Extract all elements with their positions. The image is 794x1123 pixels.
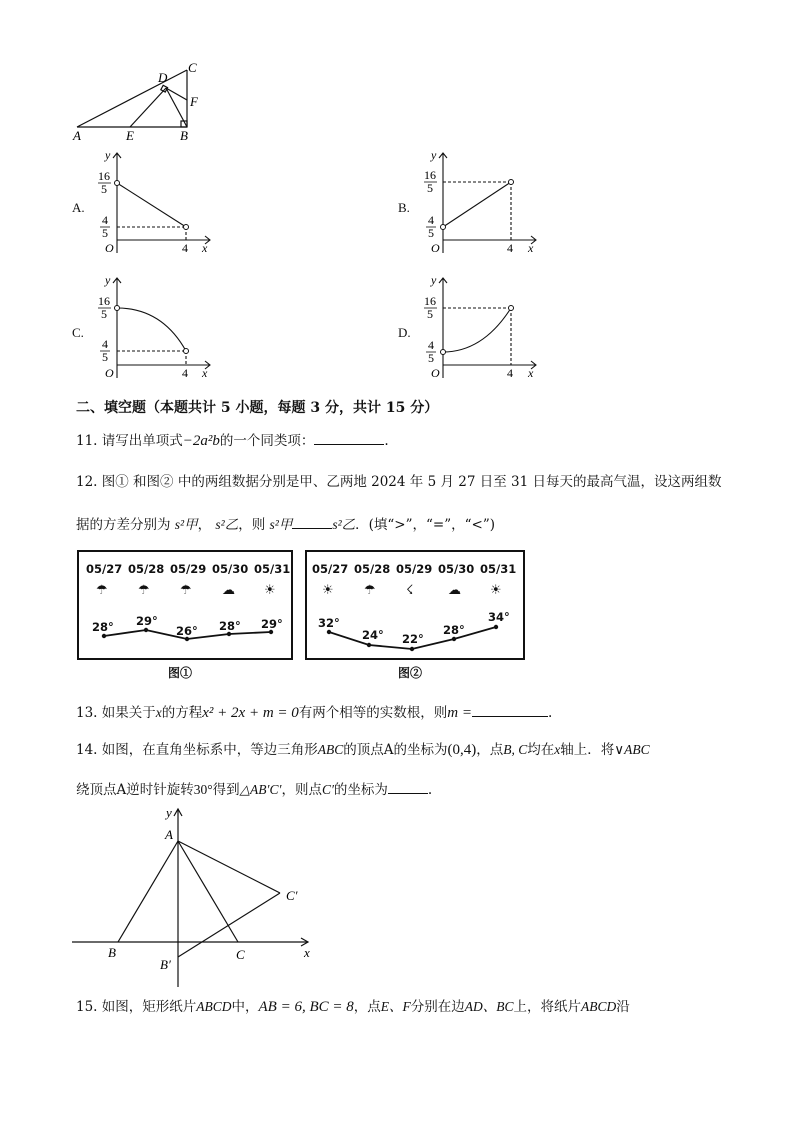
svg-text:x: x: [304, 945, 310, 960]
point-e-label: E: [126, 128, 134, 143]
sun-icon: ☀: [264, 583, 276, 598]
svg-text:4: 4: [182, 366, 188, 380]
triangle-figure: [70, 60, 210, 145]
svg-text:4: 4: [428, 338, 434, 352]
rain-icon: ☂: [364, 583, 376, 598]
svg-text:x: x: [202, 366, 208, 380]
svg-text:4: 4: [507, 366, 513, 380]
svg-text:5: 5: [427, 307, 433, 321]
sun-icon: ☀: [490, 583, 502, 598]
question-13: 13. 如果关于x的方程x² + 2x + m = 0有两个相等的实数根，则m = .: [76, 702, 552, 723]
answer-blank-12[interactable]: [292, 514, 332, 529]
rain-icon: ☂: [96, 583, 108, 598]
monomial: −2a²b: [182, 433, 220, 449]
svg-text:C′: C′: [286, 888, 298, 903]
point-d-label: D: [158, 70, 168, 85]
svg-text:B: B: [108, 945, 116, 960]
point-a-label: A: [73, 128, 81, 143]
rotation-figure: [68, 805, 318, 990]
svg-text:5: 5: [102, 350, 108, 364]
svg-text:4: 4: [102, 337, 108, 351]
question-11: 11. 请写出单项式−2a²b的一个同类项： .: [76, 430, 389, 451]
option-d-letter: D.: [398, 325, 411, 340]
svg-text:16: 16: [424, 294, 436, 308]
svg-text:16: 16: [98, 169, 110, 183]
svg-text:O: O: [431, 241, 440, 255]
svg-text:C: C: [236, 947, 245, 962]
question-12-line2: 据的方差分别为 s²甲， s²乙，则 s²甲 s²乙．(填“>”，“=”，“<”): [76, 514, 495, 535]
answer-blank-13[interactable]: [472, 702, 548, 717]
svg-text:5: 5: [102, 226, 108, 240]
fig1-caption: 图①: [168, 666, 193, 680]
svg-text:5: 5: [428, 351, 434, 365]
svg-text:O: O: [431, 366, 440, 380]
cloud-icon: ☁: [448, 583, 461, 598]
svg-text:y: y: [105, 148, 111, 162]
svg-text:4: 4: [182, 241, 188, 255]
svg-text:O: O: [105, 366, 114, 380]
svg-text:4: 4: [102, 213, 108, 227]
point-c-label: C: [188, 60, 197, 75]
svg-text:5: 5: [101, 182, 107, 196]
svg-text:O: O: [105, 241, 114, 255]
svg-text:y: y: [431, 148, 437, 162]
svg-text:4: 4: [507, 241, 513, 255]
question-15: 15. 如图，矩形纸片ABCD中，AB = 6, BC = 8，点E、F分别在边AD、BC上，将纸片ABCD沿: [76, 999, 630, 1015]
cloud-icon: ☁: [222, 583, 235, 598]
svg-text:x: x: [528, 366, 534, 380]
option-a-graph: [92, 148, 217, 258]
svg-text:4: 4: [428, 213, 434, 227]
rain-icon: ☂: [138, 583, 150, 598]
svg-text:16: 16: [424, 168, 436, 182]
option-d-graph: [418, 273, 543, 383]
question-12-line1: 12. 图① 和图② 中的两组数据分别是甲、乙两地 2024 年 5 月 27 日至 31 日每天的最高气温，设这两组数: [76, 474, 722, 490]
svg-text:5: 5: [428, 226, 434, 240]
equation: x² + 2x + m = 0: [202, 705, 299, 721]
svg-text:B′: B′: [160, 957, 171, 972]
fig2-caption: 图②: [398, 666, 423, 680]
svg-text:x: x: [202, 241, 208, 255]
svg-text:x: x: [528, 241, 534, 255]
svg-text:16: 16: [98, 294, 110, 308]
answer-blank-11[interactable]: [314, 430, 384, 445]
point-f-label: F: [190, 94, 198, 109]
question-14-line1: 14. 如图，在直角坐标系中，等边三角形ABC的顶点A的坐标为(0,4)，点B, C均在x轴上．将∨ABC: [76, 742, 650, 758]
answer-blank-14[interactable]: [388, 779, 428, 794]
option-a-letter: A.: [72, 200, 85, 215]
option-c-graph: [92, 273, 217, 383]
thunder-icon: ☇: [406, 583, 414, 598]
svg-text:A: A: [165, 827, 173, 842]
question-14-line2: 绕顶点A逆时针旋转30°得到△AB′C′，则点C′的坐标为 .: [76, 779, 432, 800]
option-b-letter: B.: [398, 200, 410, 215]
svg-text:y: y: [431, 273, 437, 287]
option-b-graph: [418, 148, 543, 258]
point-b-label: B: [180, 128, 188, 143]
svg-text:y: y: [105, 273, 111, 287]
section-heading: 二、填空题（本题共计 5 小题，每题 3 分，共计 15 分）: [76, 400, 439, 416]
svg-text:y: y: [166, 805, 172, 820]
svg-text:5: 5: [427, 181, 433, 195]
rain-icon: ☂: [180, 583, 192, 598]
svg-text:5: 5: [101, 307, 107, 321]
option-c-letter: C.: [72, 325, 84, 340]
sun-icon: ☀: [322, 583, 334, 598]
